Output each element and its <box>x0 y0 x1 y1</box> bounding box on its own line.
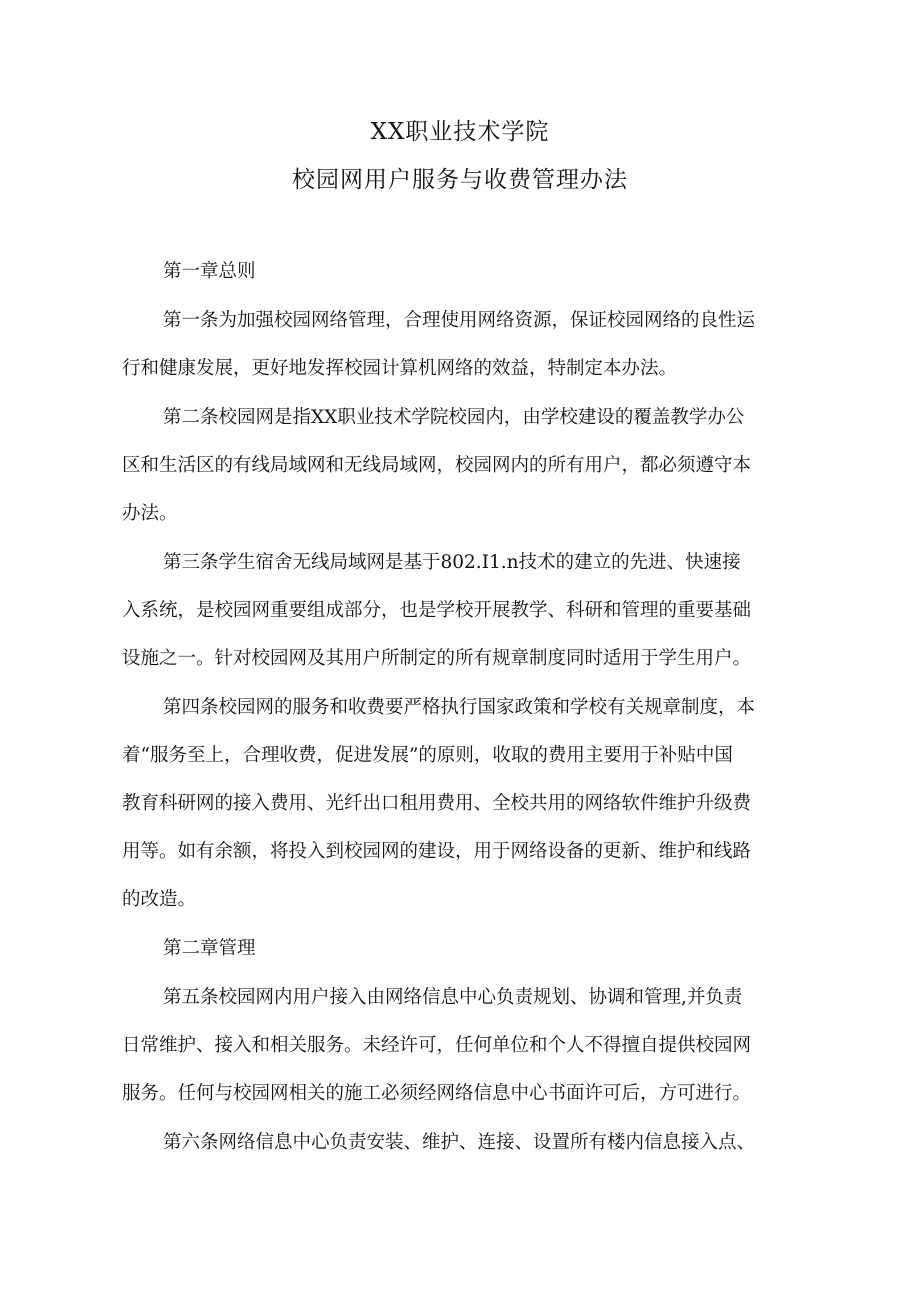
paragraph-line: 用等。如有余额，将投入到校园网的建设，用于网络设备的更新、维护和线路 <box>122 841 752 862</box>
paragraph-line: 第三条学生宿舍无线局域网是基于802.I1.n技术的建立的先进、快速接 <box>163 552 741 573</box>
paragraph-line: 教育科研网的接入费用、光纤出口租用费用、全校共用的网络软件维护升级费 <box>122 793 752 814</box>
paragraph-line: 第一条为加强校园网络管理，合理使用网络资源，保证校园网络的良性运 <box>163 310 756 331</box>
paragraph-line: 入系统，是校园网重要组成部分，也是学校开展教学、科研和管理的重要基础 <box>122 600 752 621</box>
chapter-heading: 第一章总则 <box>163 261 256 282</box>
chapter-heading: 第二章管理 <box>163 938 256 959</box>
paragraph-line: 第五条校园网内用户接入由网络信息中心负责规划、协调和管理,并负责 <box>163 987 743 1008</box>
paragraph-line: 第二条校园网是指XX职业技术学院校园内，由学校建设的覆盖教学办公 <box>163 407 745 428</box>
paragraph-line: 第四条校园网的服务和收费要严格执行国家政策和学校有关规章制度，本 <box>163 697 756 718</box>
paragraph-line: 的改造。 <box>122 889 197 910</box>
paragraph-line: 区和生活区的有线局域网和无线局域网，校园网内的所有用户，都必须遵守本 <box>122 455 752 476</box>
document-title-regulation: 校园网用户服务与收费管理办法 <box>292 167 628 193</box>
paragraph-line: 办法。 <box>122 503 178 524</box>
document-title-institution: XX职业技术学院 <box>370 119 550 145</box>
paragraph-line: 着“服务至上，合理收费，促进发展”的原则，收取的费用主要用于补贴中国 <box>122 745 733 766</box>
paragraph-line: 日常维护、接入和相关服务。未经许可，任何单位和个人不得擅自提供校园网 <box>122 1035 752 1056</box>
paragraph-line: 行和健康发展，更好地发挥校园计算机网络的效益，特制定本办法。 <box>122 358 678 379</box>
paragraph-line: 设施之一。针对校园网及其用户所制定的所有规章制度同时适用于学生用户。 <box>122 648 752 669</box>
paragraph-line: 第六条网络信息中心负责安装、维护、连接、设置所有楼内信息接入点、 <box>163 1132 756 1153</box>
paragraph-line: 服务。任何与校园网相关的施工必须经网络信息中心书面许可后，方可进行。 <box>122 1083 752 1104</box>
